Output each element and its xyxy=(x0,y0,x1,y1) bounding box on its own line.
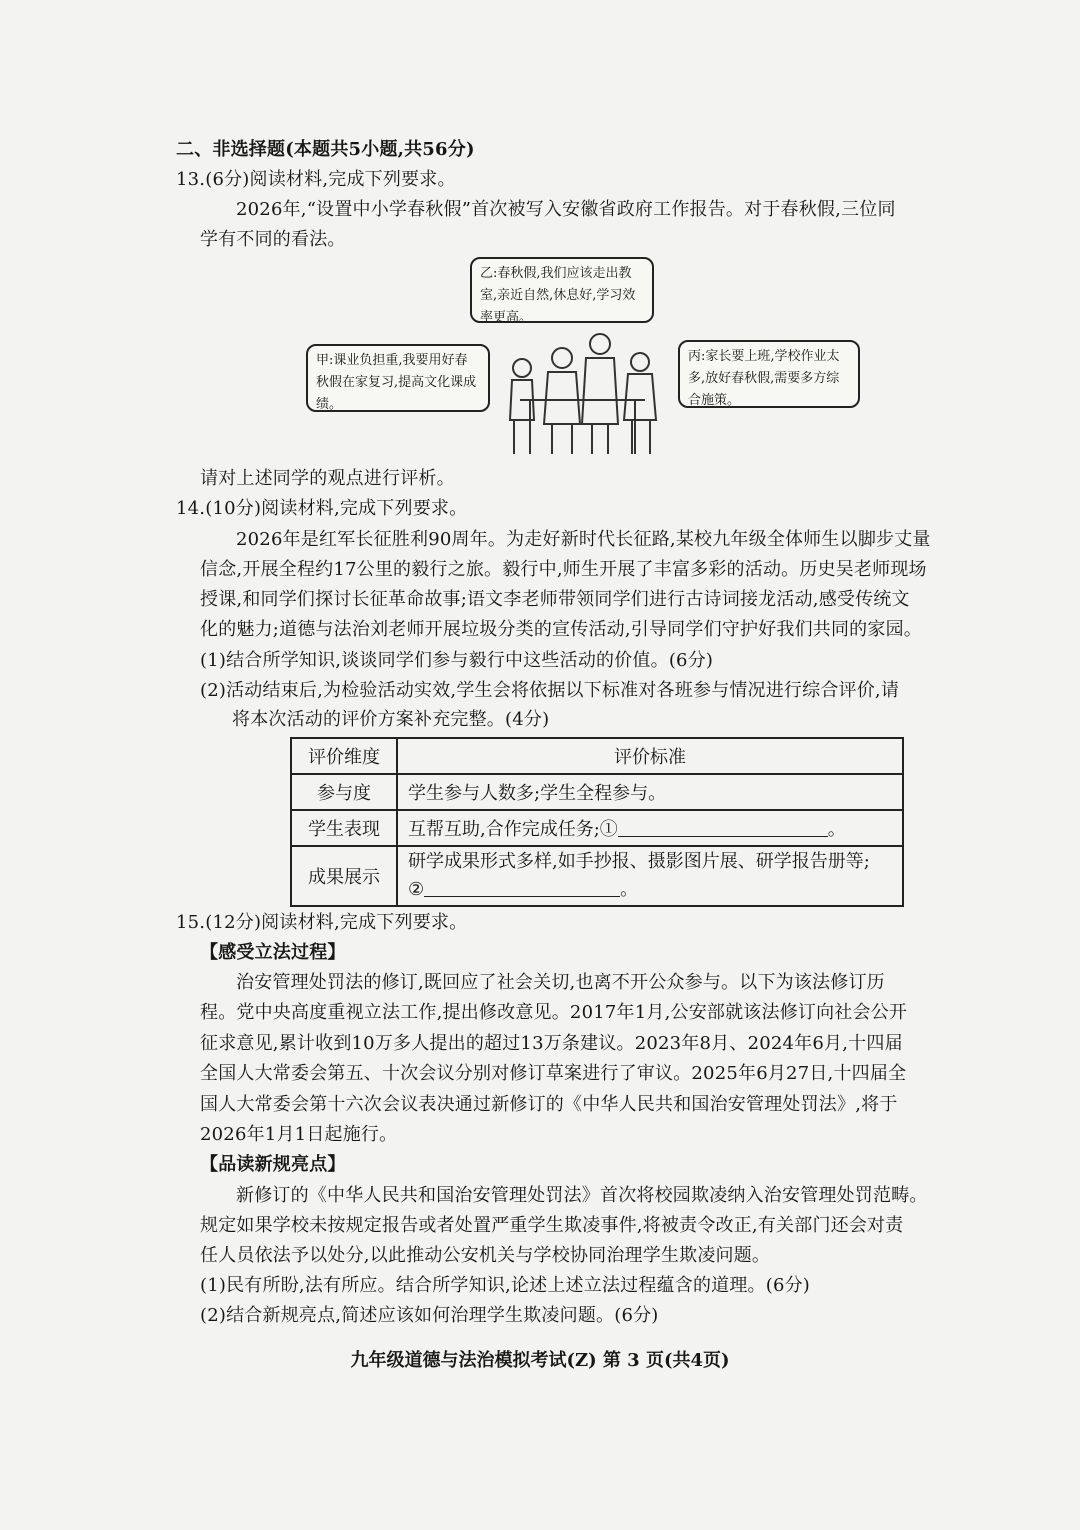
section-heading: 二、非选择题(本题共5小题,共56分) xyxy=(176,139,475,160)
q13-material-line1: 2026年,“设置中小学春秋假”首次被写入安徽省政府工作报告。对于春秋假,三位同 xyxy=(236,199,896,220)
period-mark: 。 xyxy=(620,879,639,900)
table-header-dimension: 评价维度 xyxy=(291,738,397,774)
students-drawing xyxy=(500,328,660,458)
q13-task: 请对上述同学的观点进行评析。 xyxy=(200,468,455,489)
q15-material1-line5: 国人大常委会第十六次会议表决通过新修订的《中华人民共和国治安管理处罚法》,将于 xyxy=(200,1094,898,1115)
q14-material-line1: 2026年是红军长征胜利90周年。为走好新时代长征路,某校九年级全体师生以脚步丈量 xyxy=(236,529,931,550)
table-cell-standard xyxy=(397,846,903,906)
evaluation-table xyxy=(290,737,904,907)
q15-material1-line3: 征求意见,累计收到10万多人提出的超过13万条建议。2023年8月、2024年6月,十四届 xyxy=(200,1033,903,1054)
answer-blank-1[interactable] xyxy=(618,818,828,837)
q14-sub1: (1)结合所学知识,谈谈同学们参与毅行中这些活动的价值。(6分) xyxy=(200,650,714,671)
speech-bubble-jia: 甲:课业负担重,我要用好春秋假在家复习,提高文化课成绩。 xyxy=(306,344,490,412)
table-cell-dimension: 学生表现 xyxy=(291,810,397,846)
table-row xyxy=(291,774,903,810)
q15-material2-line2: 规定如果学校未按规定报告或者处置严重学生欺凌事件,将被责令改正,有关部门还会对责 xyxy=(200,1215,904,1236)
standard-text: 互帮互助,合作完成任务;① xyxy=(408,819,618,840)
q14-material-line4: 化的魅力;道德与法治刘老师开展垃圾分类的宣传活动,引导同学们守护好我们共同的家园。 xyxy=(200,619,922,640)
students-illustration xyxy=(500,328,660,458)
table-cell-standard: 学生参与人数多;学生全程参与。 xyxy=(397,774,903,810)
q15-material1-line1: 治安管理处罚法的修订,既回应了社会关切,也离不开公众参与。以下为该法修订历 xyxy=(236,972,885,993)
table-row xyxy=(291,810,903,846)
q15-material1-line2: 程。党中央高度重视立法工作,提出修改意见。2017年1月,公安部就该法修订向社会公开 xyxy=(200,1002,908,1023)
answer-blank-2[interactable] xyxy=(424,878,620,897)
q14-material-line2: 信念,开展全程约17公里的毅行之旅。毅行中,师生开展了丰富多彩的活动。历史吴老师现场 xyxy=(200,559,927,580)
q14-material-line3: 授课,和同学们探讨长征革命故事;语文李老师带领同学们进行古诗词接龙活动,感受传统文 xyxy=(200,589,910,610)
q14-sub2-line1: (2)活动结束后,为检验活动实效,学生会将依据以下标准对各班参与情况进行综合评价,请 xyxy=(200,680,900,701)
q15-material1-line4: 全国人大常委会第五、十次会议分别对修订草案进行了审议。2025年6月27日,十四届全 xyxy=(200,1063,907,1084)
table-cell-dimension: 参与度 xyxy=(291,774,397,810)
q14-stem: 14.(10分)阅读材料,完成下列要求。 xyxy=(176,498,468,519)
period-mark: 。 xyxy=(827,819,846,840)
q15-stem: 15.(12分)阅读材料,完成下列要求。 xyxy=(176,912,468,933)
q15-material2-line3: 任人员依法予以处分,以此推动公安机关与学校协同治理学生欺凌问题。 xyxy=(200,1245,771,1266)
table-header-row xyxy=(291,738,903,774)
q13-material-line2: 学有不同的看法。 xyxy=(200,229,346,250)
table-header-standard: 评价标准 xyxy=(397,738,903,774)
q14-sub2-line2: 将本次活动的评价方案补充完整。(4分) xyxy=(232,709,550,730)
table-row xyxy=(291,846,903,906)
speech-bubble-yi: 乙:春秋假,我们应该走出教室,亲近自然,休息好,学习效率更高。 xyxy=(470,257,654,323)
page-footer: 九年级道德与法治模拟考试(Z) 第 3 页(共4页) xyxy=(350,1350,730,1371)
q15-material2-line1: 新修订的《中华人民共和国治安管理处罚法》首次将校园欺凌纳入治安管理处罚范畴。 xyxy=(236,1185,928,1206)
table-cell-standard xyxy=(397,810,903,846)
table-cell-dimension: 成果展示 xyxy=(291,846,397,906)
speech-bubble-bing: 丙:家长要上班,学校作业太多,放好春秋假,需要多方综合施策。 xyxy=(678,340,860,408)
q13-stem: 13.(6分)阅读材料,完成下列要求。 xyxy=(176,169,456,190)
q15-tag-legislation: 【感受立法过程】 xyxy=(200,942,346,963)
q15-sub2: (2)结合新规亮点,简述应该如何治理学生欺凌问题。(6分) xyxy=(200,1305,659,1326)
standard-text: 研学成果形式多样,如手抄报、摄影图片展、研学报告册等; xyxy=(408,851,870,872)
q15-tag-highlights: 【品读新规亮点】 xyxy=(200,1154,346,1175)
q15-material1-line6: 2026年1月1日起施行。 xyxy=(200,1124,398,1145)
circle-two-mark: ② xyxy=(408,879,425,900)
q15-sub1: (1)民有所盼,法有所应。结合所学知识,论述上述立法过程蕴含的道理。(6分) xyxy=(200,1275,811,1296)
